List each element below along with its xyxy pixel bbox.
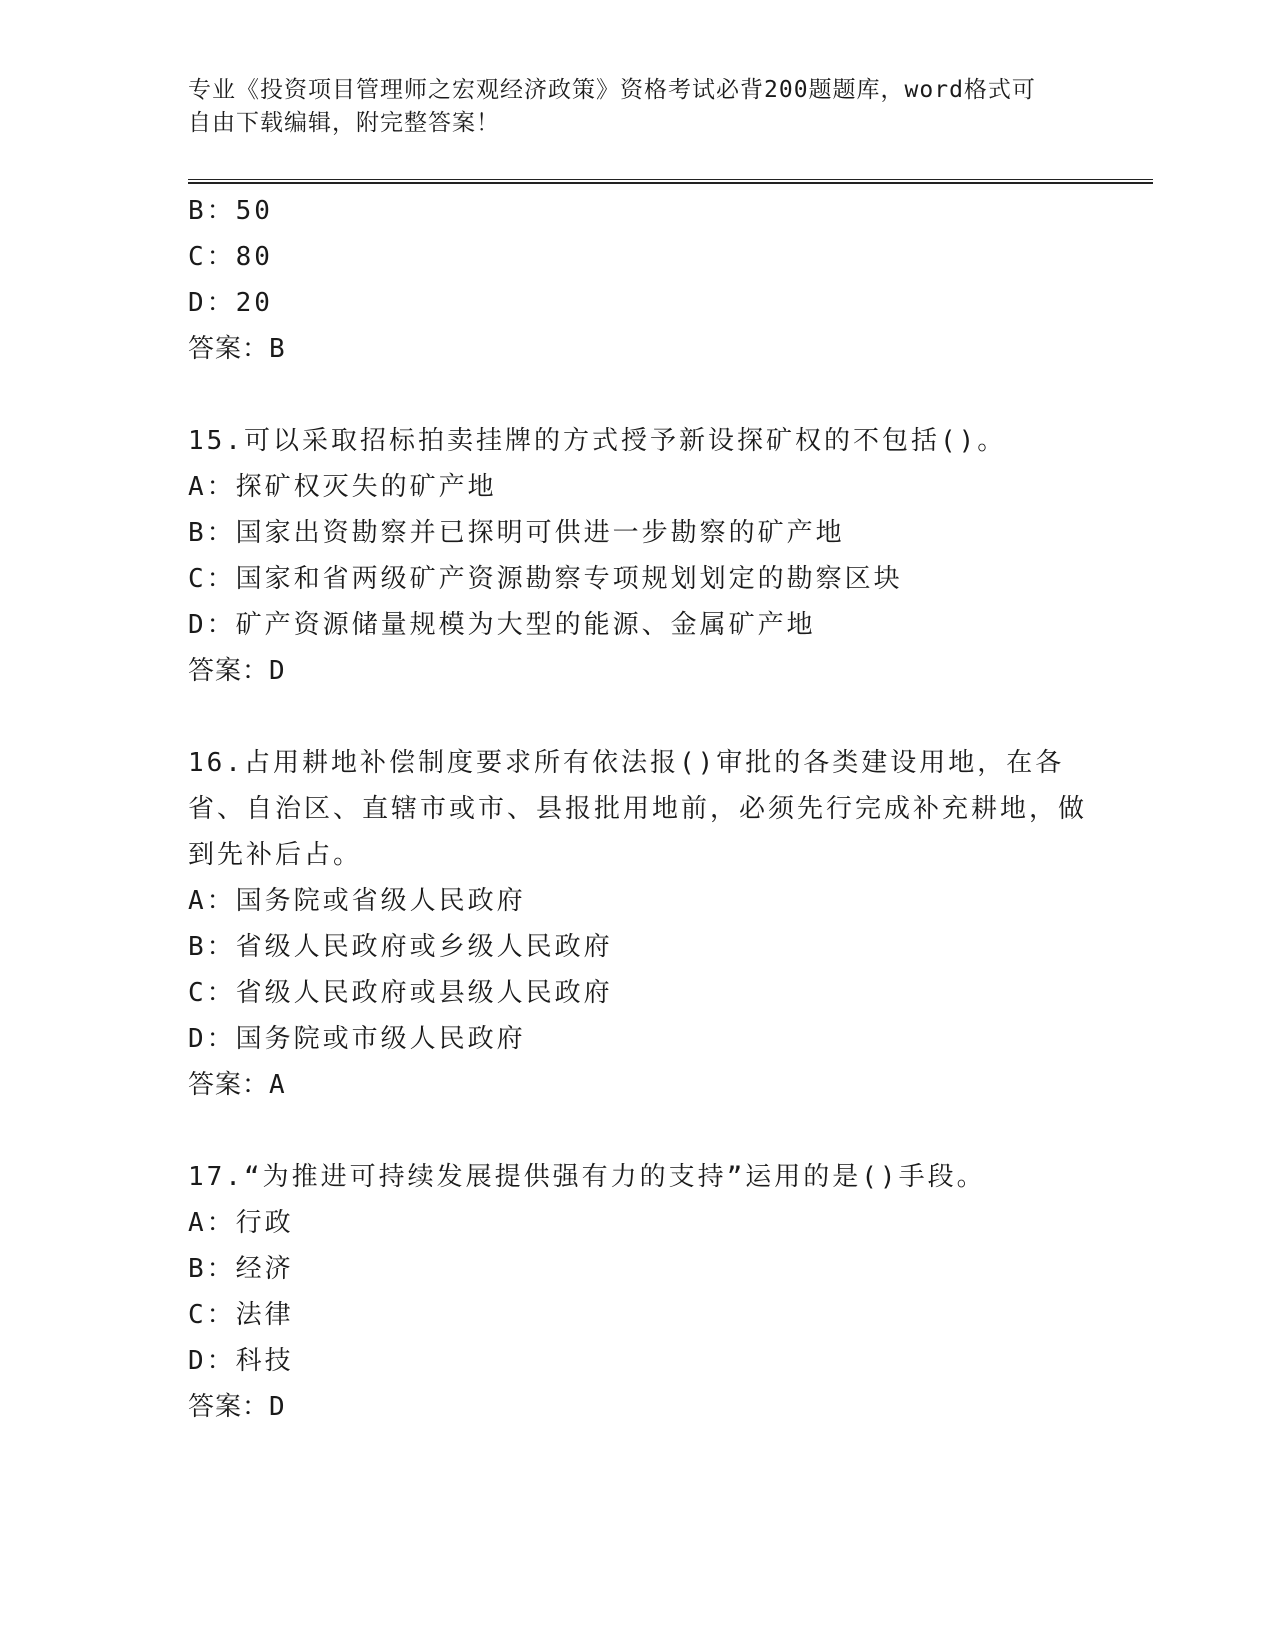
option-d: D：科技 [188,1346,294,1376]
header-line-1: 专业《投资项目管理师之宏观经济政策》资格考试必背200题题库，word格式可 [188,77,1036,103]
option-a: A：行政 [188,1208,294,1238]
option-c: C：80 [188,242,273,272]
question-list [188,188,1108,1430]
option-b: B：省级人民政府或乡级人民政府 [188,932,613,962]
question-15 [188,418,1108,694]
option-b: B：经济 [188,1254,294,1284]
question-text: 16.占用耕地补偿制度要求所有依法报()审批的各类建设用地，在各省、自治区、直辖市或市、县报批用地前，必须先行完成补充耕地，做到先补后占。 [188,748,1088,870]
question-14 [188,188,1108,372]
question-17 [188,1154,1108,1430]
option-b: B：国家出资勘察并已探明可供进一步勘察的矿产地 [188,518,845,548]
answer: 答案：B [188,334,286,364]
option-a: A：探矿权灭失的矿产地 [188,472,497,502]
question-text: 17.“为推进可持续发展提供强有力的支持”运用的是()手段。 [188,1162,986,1192]
header-line-2: 自由下载编辑，附完整答案！ [188,110,500,136]
answer: 答案：D [188,1392,286,1422]
question-text: 15.可以采取招标拍卖挂牌的方式授予新设探矿权的不包括()。 [188,426,1007,456]
option-b: B：50 [188,196,273,226]
header-divider-thick [188,182,1153,184]
option-d: D：矿产资源储量规模为大型的能源、金属矿产地 [188,610,816,640]
option-a: A：国务院或省级人民政府 [188,886,526,916]
option-d: D：国务院或市级人民政府 [188,1024,526,1054]
header-divider [188,179,1153,180]
answer: 答案：D [188,656,286,686]
option-d: D：20 [188,288,273,318]
option-c: C：国家和省两级矿产资源勘察专项规划划定的勘察区块 [188,564,903,594]
document-header [188,74,1088,140]
option-c: C：省级人民政府或县级人民政府 [188,978,613,1008]
question-16 [188,740,1108,1108]
option-c: C：法律 [188,1300,294,1330]
answer: 答案：A [188,1070,286,1100]
